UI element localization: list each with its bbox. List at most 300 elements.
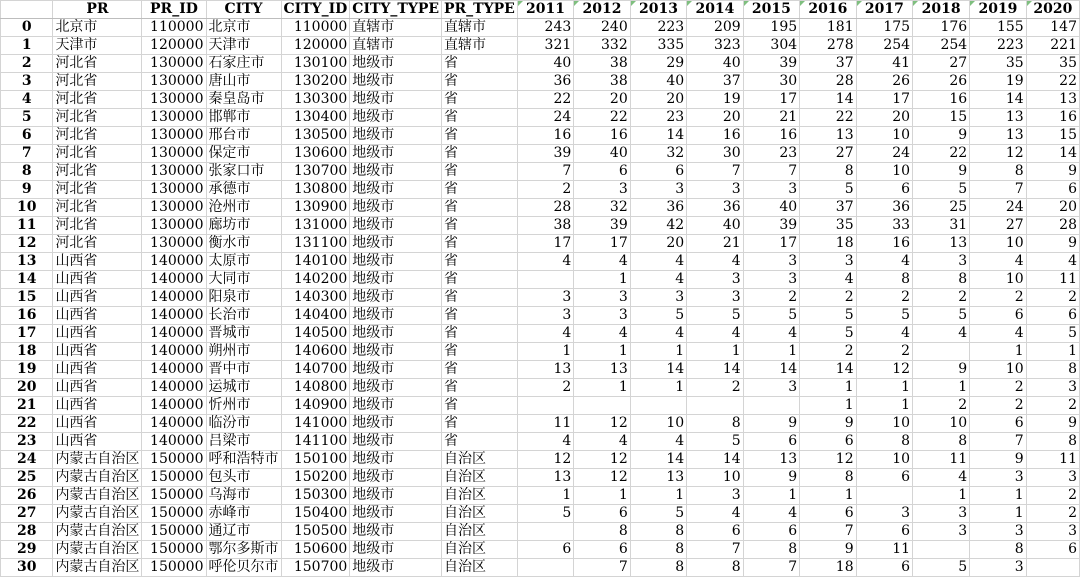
table-cell[interactable]: 地级市 bbox=[350, 343, 442, 361]
column-header[interactable]: 2013 bbox=[630, 1, 686, 19]
row-index[interactable]: 3 bbox=[1, 73, 53, 91]
column-header[interactable]: CITY_ID bbox=[281, 1, 350, 19]
row-index[interactable]: 0 bbox=[1, 19, 53, 37]
table-cell[interactable]: 山西省 bbox=[53, 361, 142, 379]
table-cell[interactable]: 40 bbox=[517, 55, 573, 73]
table-cell[interactable]: 1 bbox=[687, 343, 743, 361]
table-cell[interactable]: 3 bbox=[687, 181, 743, 199]
table-cell[interactable]: 5 bbox=[913, 181, 970, 199]
table-cell[interactable]: 河北省 bbox=[53, 145, 142, 163]
table-cell[interactable]: 22 bbox=[574, 109, 630, 127]
table-cell[interactable]: 忻州市 bbox=[206, 397, 281, 415]
table-cell[interactable]: 3 bbox=[687, 289, 743, 307]
table-cell[interactable]: 11 bbox=[1026, 451, 1079, 469]
table-cell[interactable]: 12 bbox=[574, 469, 630, 487]
table-cell[interactable]: 20 bbox=[574, 91, 630, 109]
table-cell[interactable]: 地级市 bbox=[350, 55, 442, 73]
table-cell[interactable]: 4 bbox=[913, 325, 970, 343]
table-cell[interactable]: 省 bbox=[442, 109, 518, 127]
table-cell[interactable]: 5 bbox=[1026, 325, 1079, 343]
table-cell[interactable]: 自治区 bbox=[442, 541, 518, 559]
table-cell[interactable]: 7 bbox=[743, 163, 799, 181]
table-cell[interactable]: 12 bbox=[970, 145, 1026, 163]
table-cell[interactable]: 13 bbox=[517, 361, 573, 379]
table-cell[interactable]: 2 bbox=[517, 379, 573, 397]
table-cell[interactable]: 1 bbox=[574, 271, 630, 289]
table-cell[interactable]: 6 bbox=[1026, 541, 1079, 559]
table-cell[interactable]: 直辖市 bbox=[442, 19, 518, 37]
table-cell[interactable]: 山西省 bbox=[53, 415, 142, 433]
table-cell[interactable]: 14 bbox=[800, 91, 856, 109]
table-cell[interactable]: 5 bbox=[913, 307, 970, 325]
table-cell[interactable]: 7 bbox=[970, 433, 1026, 451]
table-cell[interactable]: 22 bbox=[1026, 73, 1079, 91]
table-cell[interactable]: 130000 bbox=[142, 91, 206, 109]
table-cell[interactable]: 4 bbox=[743, 505, 799, 523]
table-cell[interactable]: 27 bbox=[800, 145, 856, 163]
row-index[interactable]: 21 bbox=[1, 397, 53, 415]
row-index[interactable]: 23 bbox=[1, 433, 53, 451]
table-cell[interactable]: 14 bbox=[743, 361, 799, 379]
table-cell[interactable]: 邢台市 bbox=[206, 127, 281, 145]
table-cell[interactable]: 140500 bbox=[281, 325, 350, 343]
table-cell[interactable]: 209 bbox=[687, 19, 743, 37]
table-cell[interactable]: 1 bbox=[630, 379, 686, 397]
table-cell[interactable]: 5 bbox=[800, 325, 856, 343]
table-cell[interactable]: 天津市 bbox=[206, 37, 281, 55]
table-cell[interactable]: 140000 bbox=[142, 325, 206, 343]
table-cell[interactable]: 5 bbox=[800, 181, 856, 199]
table-cell[interactable]: 140900 bbox=[281, 397, 350, 415]
table-cell[interactable]: 沧州市 bbox=[206, 199, 281, 217]
table-cell[interactable]: 33 bbox=[856, 217, 912, 235]
table-cell[interactable]: 1 bbox=[574, 343, 630, 361]
table-cell[interactable]: 15 bbox=[913, 109, 970, 127]
table-cell[interactable]: 38 bbox=[574, 55, 630, 73]
row-index[interactable]: 16 bbox=[1, 307, 53, 325]
table-cell[interactable]: 14 bbox=[630, 451, 686, 469]
table-cell[interactable]: 8 bbox=[1026, 361, 1079, 379]
table-cell[interactable]: 10 bbox=[630, 415, 686, 433]
table-cell[interactable]: 地级市 bbox=[350, 379, 442, 397]
table-cell[interactable]: 1 bbox=[630, 487, 686, 505]
row-index[interactable]: 8 bbox=[1, 163, 53, 181]
table-cell[interactable]: 176 bbox=[913, 19, 970, 37]
table-cell[interactable]: 5 bbox=[687, 307, 743, 325]
table-cell[interactable] bbox=[517, 559, 573, 577]
column-header[interactable]: 2012 bbox=[574, 1, 630, 19]
table-cell[interactable]: 141000 bbox=[281, 415, 350, 433]
table-cell[interactable]: 35 bbox=[800, 217, 856, 235]
table-cell[interactable]: 10 bbox=[970, 271, 1026, 289]
table-cell[interactable]: 15 bbox=[1026, 127, 1079, 145]
table-cell[interactable]: 地级市 bbox=[350, 523, 442, 541]
table-cell[interactable]: 8 bbox=[630, 559, 686, 577]
table-cell[interactable]: 3 bbox=[743, 379, 799, 397]
table-cell[interactable]: 130600 bbox=[281, 145, 350, 163]
table-cell[interactable]: 4 bbox=[630, 271, 686, 289]
table-cell[interactable]: 8 bbox=[687, 559, 743, 577]
table-cell[interactable]: 9 bbox=[913, 361, 970, 379]
table-cell[interactable]: 4 bbox=[517, 433, 573, 451]
table-cell[interactable]: 3 bbox=[574, 181, 630, 199]
table-cell[interactable]: 4 bbox=[630, 253, 686, 271]
table-cell[interactable]: 山西省 bbox=[53, 307, 142, 325]
table-cell[interactable]: 地级市 bbox=[350, 271, 442, 289]
column-header[interactable]: 2018 bbox=[913, 1, 970, 19]
table-cell[interactable]: 19 bbox=[687, 91, 743, 109]
table-cell[interactable]: 130000 bbox=[142, 55, 206, 73]
table-cell[interactable]: 24 bbox=[970, 199, 1026, 217]
table-cell[interactable] bbox=[743, 397, 799, 415]
table-cell[interactable]: 3 bbox=[687, 487, 743, 505]
table-cell[interactable]: 7 bbox=[687, 163, 743, 181]
table-cell[interactable]: 6 bbox=[574, 163, 630, 181]
table-cell[interactable]: 254 bbox=[913, 37, 970, 55]
table-cell[interactable]: 承德市 bbox=[206, 181, 281, 199]
table-cell[interactable]: 1 bbox=[574, 487, 630, 505]
table-cell[interactable]: 省 bbox=[442, 55, 518, 73]
table-cell[interactable]: 150300 bbox=[281, 487, 350, 505]
table-cell[interactable]: 1 bbox=[970, 505, 1026, 523]
table-cell[interactable]: 140600 bbox=[281, 343, 350, 361]
table-cell[interactable]: 150000 bbox=[142, 505, 206, 523]
table-cell[interactable]: 7 bbox=[517, 163, 573, 181]
table-cell[interactable]: 40 bbox=[687, 217, 743, 235]
table-cell[interactable]: 省 bbox=[442, 253, 518, 271]
table-cell[interactable]: 335 bbox=[630, 37, 686, 55]
table-cell[interactable]: 内蒙古自治区 bbox=[53, 505, 142, 523]
table-cell[interactable]: 140000 bbox=[142, 307, 206, 325]
table-cell[interactable]: 26 bbox=[856, 73, 912, 91]
table-cell[interactable]: 地级市 bbox=[350, 253, 442, 271]
table-cell[interactable]: 赤峰市 bbox=[206, 505, 281, 523]
table-cell[interactable]: 5 bbox=[630, 505, 686, 523]
table-cell[interactable]: 石家庄市 bbox=[206, 55, 281, 73]
row-index[interactable]: 26 bbox=[1, 487, 53, 505]
table-cell[interactable]: 2 bbox=[1026, 505, 1079, 523]
row-index[interactable]: 17 bbox=[1, 325, 53, 343]
table-cell[interactable]: 太原市 bbox=[206, 253, 281, 271]
table-cell[interactable]: 1 bbox=[743, 343, 799, 361]
table-cell[interactable]: 141100 bbox=[281, 433, 350, 451]
table-cell[interactable]: 2 bbox=[856, 343, 912, 361]
table-cell[interactable]: 3 bbox=[687, 271, 743, 289]
table-cell[interactable]: 8 bbox=[630, 523, 686, 541]
table-cell[interactable]: 5 bbox=[630, 307, 686, 325]
table-cell[interactable]: 130000 bbox=[142, 73, 206, 91]
table-cell[interactable]: 内蒙古自治区 bbox=[53, 559, 142, 577]
table-cell[interactable]: 8 bbox=[1026, 433, 1079, 451]
table-cell[interactable]: 河北省 bbox=[53, 109, 142, 127]
table-cell[interactable]: 36 bbox=[856, 199, 912, 217]
table-cell[interactable]: 1 bbox=[1026, 343, 1079, 361]
table-cell[interactable]: 河北省 bbox=[53, 127, 142, 145]
table-cell[interactable]: 16 bbox=[517, 127, 573, 145]
table-cell[interactable]: 150000 bbox=[142, 487, 206, 505]
table-cell[interactable]: 3 bbox=[630, 289, 686, 307]
table-cell[interactable]: 6 bbox=[574, 541, 630, 559]
table-cell[interactable]: 鄂尔多斯市 bbox=[206, 541, 281, 559]
table-cell[interactable]: 140100 bbox=[281, 253, 350, 271]
table-cell[interactable]: 5 bbox=[856, 307, 912, 325]
table-cell[interactable]: 地级市 bbox=[350, 73, 442, 91]
table-cell[interactable]: 140000 bbox=[142, 415, 206, 433]
table-cell[interactable]: 35 bbox=[1026, 55, 1079, 73]
table-cell[interactable] bbox=[630, 397, 686, 415]
table-cell[interactable]: 9 bbox=[913, 127, 970, 145]
row-index[interactable]: 12 bbox=[1, 235, 53, 253]
table-cell[interactable]: 山西省 bbox=[53, 289, 142, 307]
table-cell[interactable]: 4 bbox=[856, 325, 912, 343]
table-cell[interactable]: 131100 bbox=[281, 235, 350, 253]
table-cell[interactable]: 13 bbox=[970, 127, 1026, 145]
table-cell[interactable]: 40 bbox=[574, 145, 630, 163]
table-cell[interactable]: 131000 bbox=[281, 217, 350, 235]
table-cell[interactable]: 1 bbox=[856, 379, 912, 397]
table-cell[interactable]: 140400 bbox=[281, 307, 350, 325]
table-cell[interactable]: 地级市 bbox=[350, 361, 442, 379]
table-cell[interactable]: 2 bbox=[913, 289, 970, 307]
table-cell[interactable]: 9 bbox=[743, 469, 799, 487]
table-cell[interactable]: 6 bbox=[800, 433, 856, 451]
table-cell[interactable]: 自治区 bbox=[442, 505, 518, 523]
table-cell[interactable]: 运城市 bbox=[206, 379, 281, 397]
table-cell[interactable]: 山西省 bbox=[53, 325, 142, 343]
table-cell[interactable]: 32 bbox=[574, 199, 630, 217]
table-cell[interactable]: 32 bbox=[630, 145, 686, 163]
table-cell[interactable]: 通辽市 bbox=[206, 523, 281, 541]
table-cell[interactable]: 39 bbox=[743, 217, 799, 235]
table-cell[interactable]: 河北省 bbox=[53, 91, 142, 109]
table-cell[interactable]: 14 bbox=[1026, 145, 1079, 163]
table-cell[interactable]: 6 bbox=[630, 163, 686, 181]
table-cell[interactable]: 长治市 bbox=[206, 307, 281, 325]
table-cell[interactable]: 195 bbox=[743, 19, 799, 37]
table-cell[interactable]: 秦皇岛市 bbox=[206, 91, 281, 109]
table-cell[interactable]: 临汾市 bbox=[206, 415, 281, 433]
table-cell[interactable]: 地级市 bbox=[350, 145, 442, 163]
table-cell[interactable]: 地级市 bbox=[350, 307, 442, 325]
table-cell[interactable]: 140000 bbox=[142, 343, 206, 361]
table-cell[interactable]: 10 bbox=[970, 361, 1026, 379]
table-cell[interactable]: 自治区 bbox=[442, 487, 518, 505]
table-cell[interactable]: 7 bbox=[970, 181, 1026, 199]
table-cell[interactable]: 包头市 bbox=[206, 469, 281, 487]
column-header[interactable]: PR_ID bbox=[142, 1, 206, 19]
table-cell[interactable]: 6 bbox=[687, 523, 743, 541]
table-cell[interactable]: 39 bbox=[743, 55, 799, 73]
table-cell[interactable]: 13 bbox=[743, 451, 799, 469]
table-cell[interactable]: 2 bbox=[1026, 397, 1079, 415]
table-cell[interactable]: 9 bbox=[1026, 163, 1079, 181]
table-cell[interactable]: 地级市 bbox=[350, 415, 442, 433]
row-index[interactable]: 15 bbox=[1, 289, 53, 307]
row-index[interactable]: 14 bbox=[1, 271, 53, 289]
table-cell[interactable]: 2 bbox=[517, 181, 573, 199]
table-cell[interactable]: 省 bbox=[442, 181, 518, 199]
table-cell[interactable]: 130000 bbox=[142, 163, 206, 181]
column-header[interactable]: PR_TYPE bbox=[442, 1, 518, 19]
table-cell[interactable]: 10 bbox=[970, 235, 1026, 253]
table-cell[interactable]: 6 bbox=[1026, 307, 1079, 325]
table-cell[interactable]: 140000 bbox=[142, 433, 206, 451]
table-cell[interactable]: 37 bbox=[800, 55, 856, 73]
table-cell[interactable]: 6 bbox=[743, 433, 799, 451]
table-cell[interactable]: 张家口市 bbox=[206, 163, 281, 181]
table-cell[interactable]: 3 bbox=[630, 181, 686, 199]
table-cell[interactable]: 14 bbox=[687, 451, 743, 469]
table-cell[interactable]: 6 bbox=[970, 415, 1026, 433]
row-index[interactable]: 29 bbox=[1, 541, 53, 559]
table-cell[interactable]: 4 bbox=[970, 253, 1026, 271]
table-cell[interactable]: 130000 bbox=[142, 217, 206, 235]
table-cell[interactable]: 130500 bbox=[281, 127, 350, 145]
table-cell[interactable]: 321 bbox=[517, 37, 573, 55]
table-cell[interactable]: 自治区 bbox=[442, 559, 518, 577]
row-index[interactable]: 13 bbox=[1, 253, 53, 271]
table-cell[interactable]: 3 bbox=[913, 253, 970, 271]
table-cell[interactable]: 9 bbox=[970, 451, 1026, 469]
table-cell[interactable]: 130700 bbox=[281, 163, 350, 181]
table-cell[interactable]: 16 bbox=[1026, 109, 1079, 127]
table-cell[interactable]: 5 bbox=[517, 505, 573, 523]
table-cell[interactable]: 6 bbox=[574, 505, 630, 523]
table-cell[interactable]: 省 bbox=[442, 127, 518, 145]
table-cell[interactable]: 30 bbox=[687, 145, 743, 163]
table-cell[interactable]: 17 bbox=[743, 235, 799, 253]
table-cell[interactable]: 130800 bbox=[281, 181, 350, 199]
table-cell[interactable]: 20 bbox=[856, 109, 912, 127]
table-cell[interactable]: 2 bbox=[687, 379, 743, 397]
table-cell[interactable]: 25 bbox=[913, 199, 970, 217]
table-cell[interactable]: 130400 bbox=[281, 109, 350, 127]
table-cell[interactable]: 323 bbox=[687, 37, 743, 55]
table-cell[interactable]: 河北省 bbox=[53, 199, 142, 217]
table-cell[interactable]: 12 bbox=[800, 451, 856, 469]
table-cell[interactable]: 4 bbox=[687, 325, 743, 343]
row-index[interactable]: 22 bbox=[1, 415, 53, 433]
table-cell[interactable]: 2 bbox=[970, 289, 1026, 307]
table-cell[interactable]: 直辖市 bbox=[350, 37, 442, 55]
table-cell[interactable]: 4 bbox=[517, 325, 573, 343]
table-cell[interactable]: 内蒙古自治区 bbox=[53, 451, 142, 469]
table-cell[interactable]: 6 bbox=[856, 469, 912, 487]
table-cell[interactable]: 11 bbox=[913, 451, 970, 469]
table-cell[interactable]: 140300 bbox=[281, 289, 350, 307]
table-cell[interactable]: 5 bbox=[687, 433, 743, 451]
table-cell[interactable]: 9 bbox=[800, 541, 856, 559]
table-cell[interactable]: 1 bbox=[517, 343, 573, 361]
table-cell[interactable]: 2 bbox=[913, 397, 970, 415]
table-cell[interactable]: 8 bbox=[913, 433, 970, 451]
column-header[interactable]: 2016 bbox=[800, 1, 856, 19]
table-cell[interactable]: 5 bbox=[800, 307, 856, 325]
table-cell[interactable]: 4 bbox=[517, 253, 573, 271]
table-cell[interactable]: 19 bbox=[970, 73, 1026, 91]
table-cell[interactable]: 5 bbox=[913, 559, 970, 577]
table-cell[interactable]: 直辖市 bbox=[442, 37, 518, 55]
row-index[interactable]: 30 bbox=[1, 559, 53, 577]
table-cell[interactable]: 38 bbox=[517, 217, 573, 235]
table-cell[interactable]: 省 bbox=[442, 361, 518, 379]
table-cell[interactable] bbox=[913, 541, 970, 559]
table-cell[interactable]: 21 bbox=[743, 109, 799, 127]
table-cell[interactable]: 27 bbox=[913, 55, 970, 73]
column-header[interactable]: PR bbox=[53, 1, 142, 19]
index-header[interactable] bbox=[1, 1, 53, 19]
table-cell[interactable] bbox=[1026, 559, 1079, 577]
table-cell[interactable]: 130000 bbox=[142, 235, 206, 253]
table-cell[interactable]: 130000 bbox=[142, 109, 206, 127]
table-cell[interactable]: 37 bbox=[800, 199, 856, 217]
table-cell[interactable]: 4 bbox=[687, 253, 743, 271]
table-cell[interactable]: 130000 bbox=[142, 127, 206, 145]
table-cell[interactable]: 省 bbox=[442, 379, 518, 397]
table-cell[interactable]: 140700 bbox=[281, 361, 350, 379]
table-cell[interactable]: 4 bbox=[856, 253, 912, 271]
table-cell[interactable]: 河北省 bbox=[53, 55, 142, 73]
table-cell[interactable]: 20 bbox=[687, 109, 743, 127]
table-cell[interactable]: 23 bbox=[743, 145, 799, 163]
table-cell[interactable]: 4 bbox=[630, 325, 686, 343]
table-cell[interactable]: 22 bbox=[517, 91, 573, 109]
table-cell[interactable]: 39 bbox=[574, 217, 630, 235]
table-cell[interactable]: 150000 bbox=[142, 559, 206, 577]
row-index[interactable]: 1 bbox=[1, 37, 53, 55]
table-cell[interactable]: 23 bbox=[630, 109, 686, 127]
column-header[interactable]: 2020 bbox=[1026, 1, 1079, 19]
table-cell[interactable]: 山西省 bbox=[53, 343, 142, 361]
row-index[interactable]: 18 bbox=[1, 343, 53, 361]
table-cell[interactable]: 28 bbox=[517, 199, 573, 217]
table-cell[interactable]: 11 bbox=[1026, 271, 1079, 289]
table-cell[interactable]: 28 bbox=[800, 73, 856, 91]
table-cell[interactable]: 保定市 bbox=[206, 145, 281, 163]
table-cell[interactable]: 6 bbox=[970, 307, 1026, 325]
table-cell[interactable]: 22 bbox=[800, 109, 856, 127]
table-cell[interactable]: 省 bbox=[442, 289, 518, 307]
row-index[interactable]: 19 bbox=[1, 361, 53, 379]
table-cell[interactable]: 12 bbox=[856, 361, 912, 379]
column-header[interactable]: 2019 bbox=[970, 1, 1026, 19]
table-cell[interactable]: 河北省 bbox=[53, 73, 142, 91]
table-cell[interactable]: 省 bbox=[442, 397, 518, 415]
table-cell[interactable]: 地级市 bbox=[350, 217, 442, 235]
table-cell[interactable]: 内蒙古自治区 bbox=[53, 541, 142, 559]
table-cell[interactable] bbox=[517, 397, 573, 415]
table-cell[interactable]: 13 bbox=[1026, 91, 1079, 109]
table-cell[interactable]: 110000 bbox=[281, 19, 350, 37]
table-cell[interactable]: 地级市 bbox=[350, 127, 442, 145]
table-cell[interactable]: 河北省 bbox=[53, 163, 142, 181]
table-cell[interactable]: 140000 bbox=[142, 397, 206, 415]
table-cell[interactable]: 4 bbox=[687, 505, 743, 523]
table-cell[interactable]: 8 bbox=[970, 163, 1026, 181]
table-cell[interactable] bbox=[913, 343, 970, 361]
table-cell[interactable]: 16 bbox=[913, 91, 970, 109]
table-cell[interactable]: 9 bbox=[913, 163, 970, 181]
table-cell[interactable]: 13 bbox=[517, 469, 573, 487]
table-cell[interactable]: 地级市 bbox=[350, 559, 442, 577]
table-cell[interactable]: 3 bbox=[743, 253, 799, 271]
table-cell[interactable]: 36 bbox=[517, 73, 573, 91]
table-cell[interactable]: 晋中市 bbox=[206, 361, 281, 379]
table-cell[interactable]: 24 bbox=[517, 109, 573, 127]
table-cell[interactable]: 唐山市 bbox=[206, 73, 281, 91]
table-cell[interactable]: 140000 bbox=[142, 253, 206, 271]
column-header[interactable]: 2011 bbox=[517, 1, 573, 19]
